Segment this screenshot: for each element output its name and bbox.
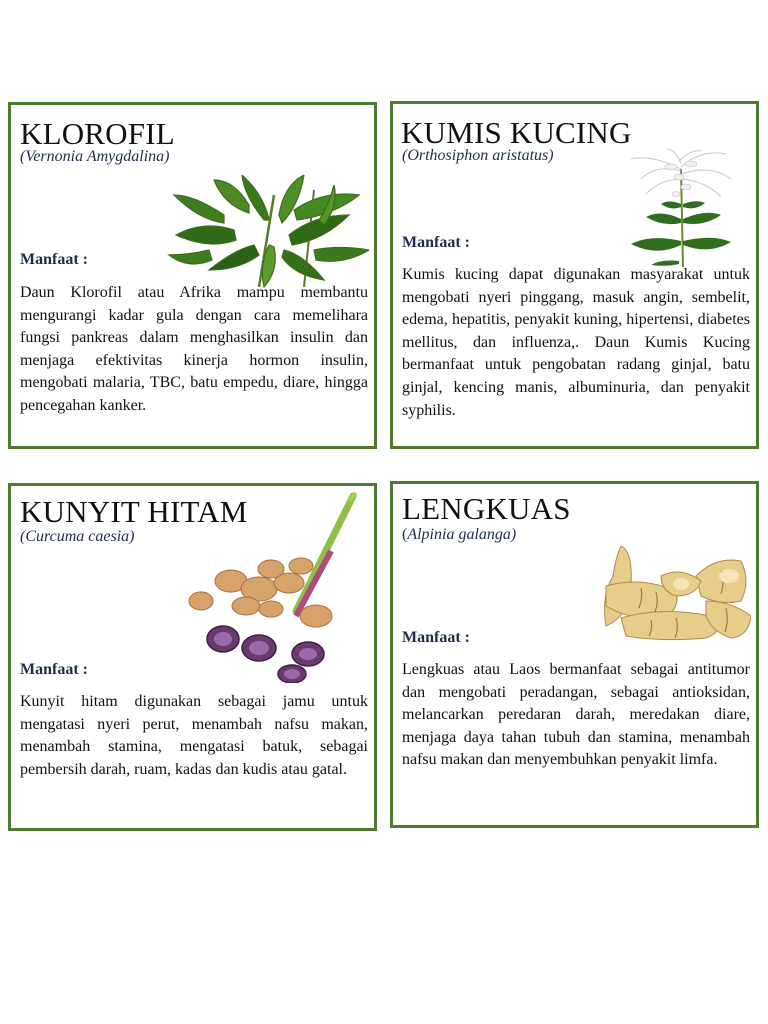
manfaat-label: Manfaat : [20, 251, 88, 268]
card-title: KUNYIT HITAM [20, 494, 248, 529]
leaves-image [164, 175, 369, 290]
card-description: Daun Klorofil atau Afrika mampu membantu mengurangi kadar gula dengan cara memelihara fungsi pankreas dalam menghasilkan insulin dan menjaga efektivitas kinerja hormon insulin, mengobati malaria, TBC, batu empedu, diare, hingga pencegahan kanker. [20, 284, 368, 414]
card-kumis-kucing [390, 101, 759, 449]
card-lengkuas [390, 481, 759, 828]
latin-name: (Curcuma caesia) [20, 528, 135, 545]
paren-close: ) [510, 526, 517, 543]
galangal-image [601, 546, 751, 642]
manfaat-label: Manfaat : [402, 234, 470, 251]
latin-text: Alpinia galanga [407, 526, 511, 543]
manfaat-label: Manfaat : [20, 661, 88, 678]
latin-name: (Orthosiphon aristatus) [402, 147, 554, 164]
latin-name [402, 526, 516, 544]
paren-open: ( [402, 526, 408, 543]
latin-name: (Vernonia Amygdalina) [20, 148, 170, 165]
card-description: Kumis kucing dapat digunakan masyarakat untuk mengobati nyeri pinggang, masuk angin, sembelit, edema, hepatitis, penyakit kuning, hipertensi, diabetes mellitus, dan influenza,. Daun Kumis Kucing bermanfaat untuk pengobatan radang ginjal, batu ginjal, kencing manis, albuminuria, dan penyakit syphilis. [402, 266, 750, 419]
card-description: Kunyit hitam digunakan sebagai jamu untuk mengatasi nyeri perut, menambah nafsu makan, menambah stamina, mengatasi batuk, sebagai pembersih darah, ruam, kadas dan kudis atau gatal. [20, 693, 368, 778]
card-klorofil [8, 102, 377, 449]
card-title: LENGKUAS [402, 491, 571, 526]
flower-plant-image [621, 149, 736, 267]
card-kunyit-hitam [8, 483, 377, 831]
manfaat-label: Manfaat : [402, 629, 470, 646]
card-description: Lengkuas atau Laos bermanfaat sebagai antitumor dan mengobati peradangan, sebagai antioksidan, melancarkan peredaran darah, meredakan diare, menjaga daya tahan tubuh dan stamina, menambah nafsu makan dan menyembuhkan penyakit limfa. [402, 661, 750, 769]
card-title: KLOROFIL [20, 116, 175, 151]
card-title: KUMIS KUCING [401, 115, 632, 150]
